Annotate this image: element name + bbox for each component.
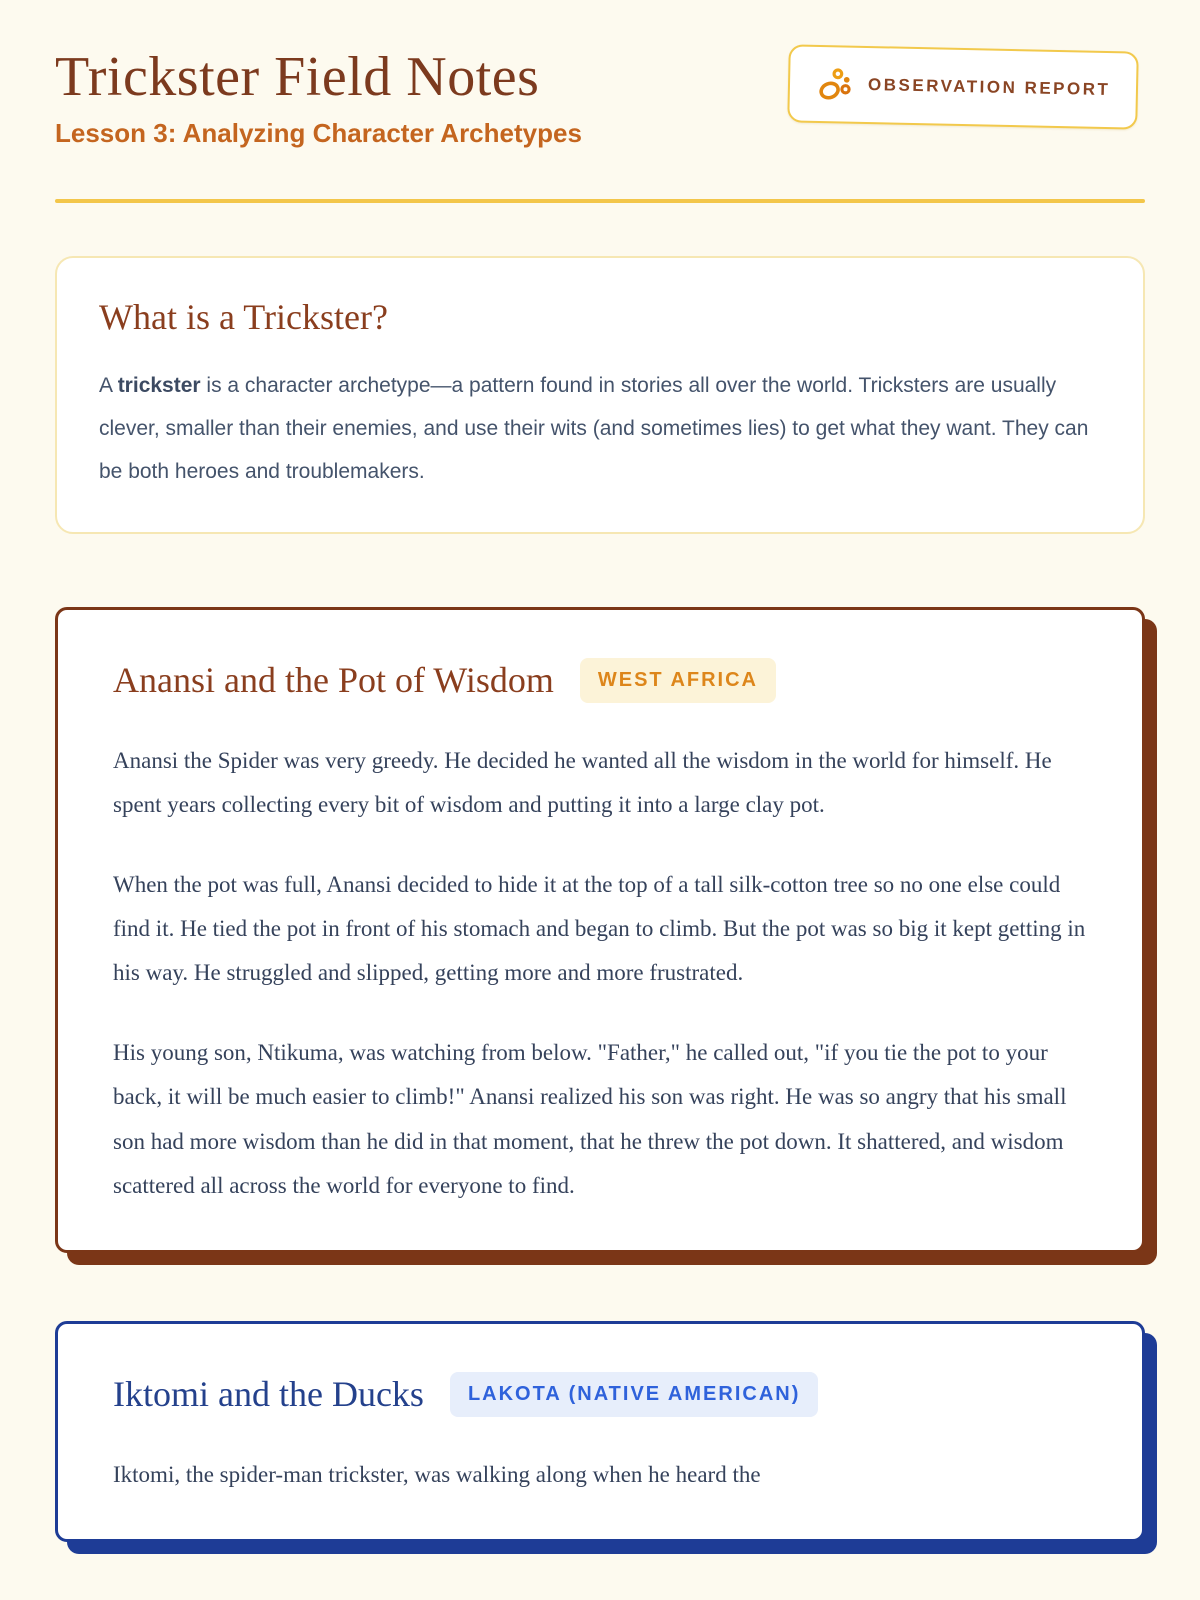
story-title-iktomi: Iktomi and the Ducks bbox=[113, 1374, 424, 1415]
intro-body-bold-term: trickster bbox=[117, 374, 201, 398]
observation-report-badge bbox=[787, 44, 1139, 129]
story-card-anansi bbox=[55, 607, 1145, 1253]
intro-body bbox=[99, 364, 1101, 493]
story-paragraph: When the pot was full, Anansi decided to hide it at the top of a tall silk-cotton tree so no one else could find it. He tied the pot in front of his stomach and began to climb. But the pot was so big it kept getting in his way. He struggled and slipped, getting more and more frustrated. bbox=[113, 871, 1086, 986]
gold-divider bbox=[55, 199, 1145, 203]
story-paragraph: His young son, Ntikuma, was watching from below. "Father," he called out, "if you tie the pot to your back, it will be much easier to climb!" Anansi realized his son was right. He was so angry that his small son had more wisdom than he did in that moment, that he threw the pot down. It shattered, and wisdom scattered all across the world for everyone to find. bbox=[113, 1040, 1067, 1198]
page-header bbox=[55, 45, 1145, 149]
intro-body-suffix: is a character archetype—a pattern found in stories all over the world. Tricksters are usually clever, smaller than their enemies, and use their wits (and sometimes lies) to get what they want. They can be both heroes and troublemakers. bbox=[99, 374, 1089, 484]
intro-card bbox=[55, 256, 1145, 533]
page-subtitle: Lesson 3: Analyzing Character Archetypes bbox=[55, 118, 582, 149]
story-paragraph: Anansi the Spider was very greedy. He decided he wanted all the wisdom in the world for himself. He spent years collecting every bit of wisdom and putting it into a large clay pot. bbox=[113, 747, 1052, 817]
paw-print-icon bbox=[815, 65, 854, 104]
observation-report-label: OBSERVATION REPORT bbox=[867, 75, 1111, 100]
story-header bbox=[113, 658, 1087, 703]
region-badge-west-africa: WEST AFRICA bbox=[580, 658, 776, 703]
page-title: Trickster Field Notes bbox=[55, 46, 540, 108]
intro-body-prefix: A bbox=[99, 374, 118, 398]
region-badge-lakota: LAKOTA (NATIVE AMERICAN) bbox=[450, 1372, 818, 1417]
story-card-iktomi bbox=[55, 1321, 1145, 1542]
story-header bbox=[113, 1372, 1087, 1417]
story-title-anansi: Anansi and the Pot of Wisdom bbox=[113, 660, 554, 701]
intro-heading: What is a Trickster? bbox=[99, 297, 388, 338]
story-paragraph: Iktomi, the spider-man trickster, was walking along when he heard the bbox=[113, 1461, 761, 1487]
